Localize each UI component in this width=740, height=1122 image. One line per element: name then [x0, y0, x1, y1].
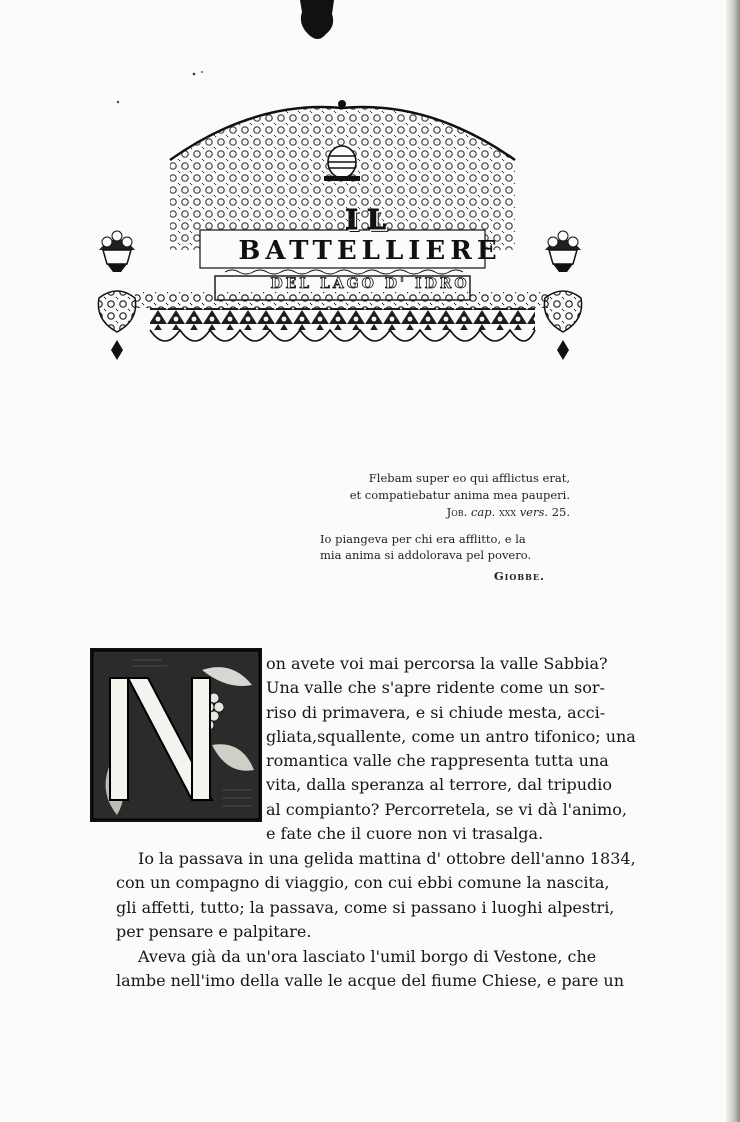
paragraph-2-line: gli affetti, tutto; la passava, come si passano i luoghi alpestri,: [116, 897, 615, 917]
citation-vers: vers.: [519, 505, 549, 519]
paragraph-1-line: al compianto? Percorretela, se vi dà l'animo,: [266, 799, 627, 819]
ink-blot-mark: [296, 0, 338, 42]
epigraph: [320, 470, 570, 584]
title-subtitle: DEL LAGO D' IDRO: [270, 276, 470, 292]
page-edge-shadow: [726, 0, 740, 1122]
paragraph-1-line: vita, dalla speranza al terrore, dal tripudio: [266, 775, 612, 795]
citation-author: Job.: [446, 505, 468, 519]
paragraph-1-line: Una valle che s'apre ridente come un sor-: [266, 678, 605, 698]
paragraph-2-line: Io la passava in una gelida mattina d' ottobre dell'anno 1834,: [138, 849, 636, 868]
paragraph-1-line: on avete voi mai percorsa la valle Sabbia?: [266, 654, 608, 673]
paragraph-1-line: gliata,squallente, come un antro tifonico; una: [266, 726, 636, 746]
epigraph-latin-line1: Flebam super eo qui afflictus erat,: [368, 471, 570, 485]
paragraph-1-line: romantica valle che rappresenta tutta una: [266, 751, 609, 771]
drop-cap-illustration: [92, 650, 260, 820]
epigraph-italian-citation: Giobbe.: [493, 568, 545, 583]
epigraph-latin-line2: et compatiebatur anima mea pauperi.: [349, 487, 570, 502]
citation-verse: 25.: [551, 505, 570, 519]
paragraph-2-line: per pensare e palpitare.: [116, 921, 312, 941]
paragraph-2-line: con un compagno di viaggio, con cui ebbi comune la nascita,: [116, 873, 610, 893]
citation-cap: cap.: [470, 505, 496, 519]
paragraph-2: [116, 847, 636, 944]
title-article: IL: [345, 205, 395, 236]
epigraph-italian-line1: Io piangeva per chi era afflitto, e la: [320, 531, 526, 546]
title-main: BATTELLIERE: [238, 236, 502, 266]
paragraph-3: [116, 945, 624, 994]
citation-chapter: xxx: [498, 505, 517, 519]
paragraph-3-line: Aveva già da un'ora lasciato l'umil borgo di Vestone, che: [138, 947, 597, 966]
paragraph-1-line: riso di primavera, e si chiude mesta, acci-: [266, 702, 606, 722]
paragraph-1: [266, 652, 636, 846]
epigraph-latin-citation: [320, 504, 570, 521]
paragraph-1-line: e fate che il cuore non vi trasalga.: [266, 824, 544, 844]
drop-cap-initial: [90, 648, 262, 822]
epigraph-italian-line2: mia anima si addolorava pel povero.: [320, 548, 532, 562]
paragraph-3-line: lambe nell'imo della valle le acque del fiume Chiese, e pare un: [116, 971, 624, 991]
